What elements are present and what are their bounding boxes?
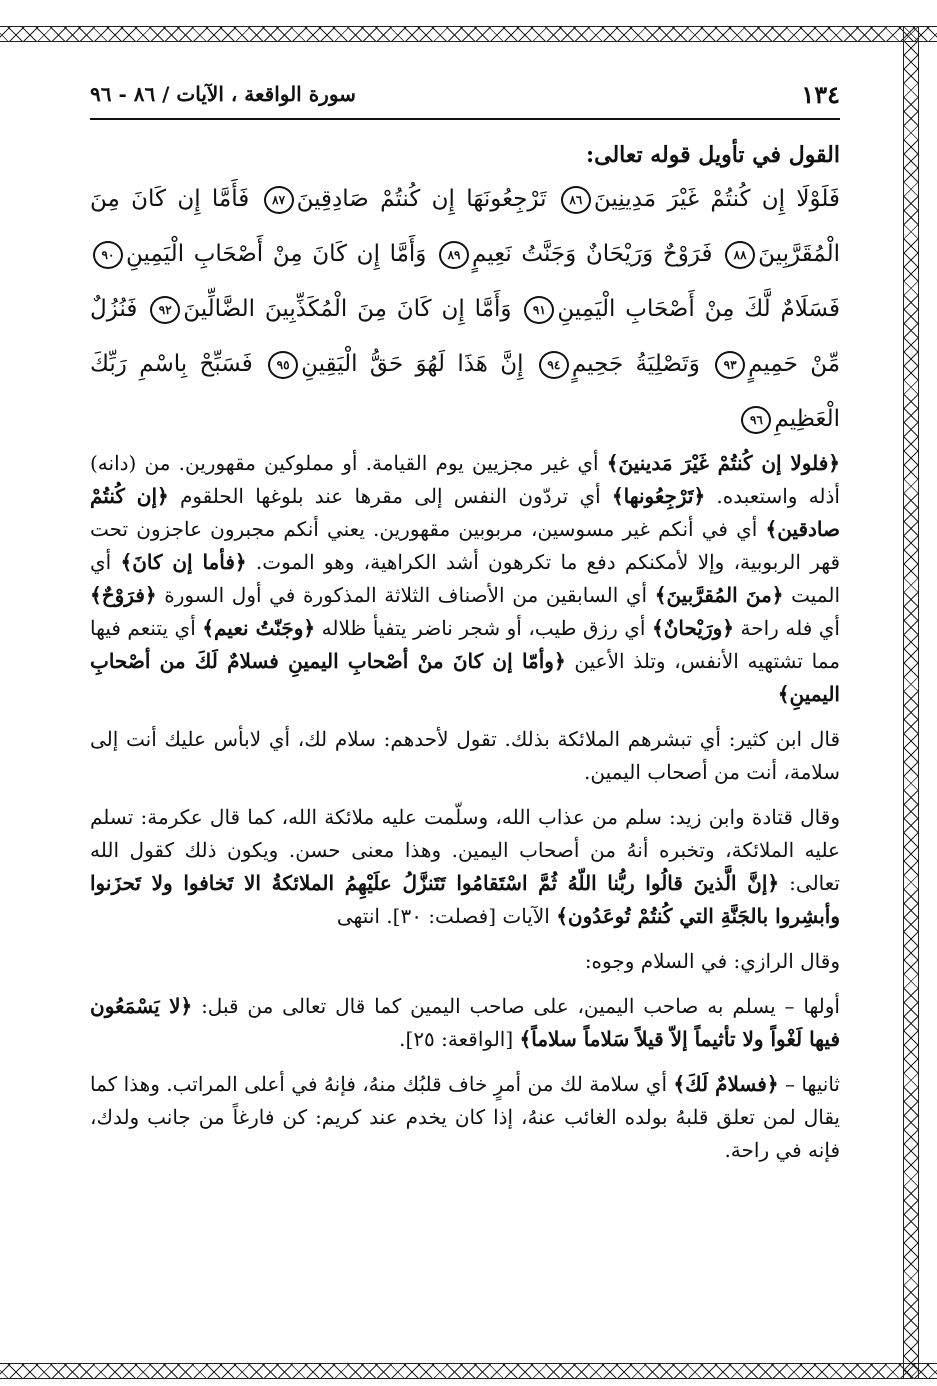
commentary-paragraph bbox=[90, 945, 840, 978]
commentary-span: وقال قتادة وابن زيد: سلم من عذاب الله، وسلّمت عليه ملائكة الله، كما قال عكرمة: تسلم عليه الملائكة، وتخبره أنهُ من أصحاب اليمين. وهذا معنى حسن. ويكون ذلك كقول الله تعالى: bbox=[90, 805, 840, 895]
commentary-span: [الواقعة: ٢٥]. bbox=[399, 1027, 520, 1051]
verse-text: فَسَلَامٌ لَّكَ مِنْ أَصْحَابِ الْيَمِينِ bbox=[557, 296, 841, 322]
page-number: ١٣٤ bbox=[801, 79, 840, 109]
book-page bbox=[90, 70, 840, 1360]
quran-quote: ﴿فلولا إن كُنتُمْ غَيْرَ مَدينينَ﴾ bbox=[606, 451, 840, 475]
verse-text: فَسَبِّحْ بِاسْمِ رَبِّكَ الْعَظِيمِ bbox=[90, 351, 840, 432]
quran-quote: ﴿وجَنّتُ نعيم﴾ bbox=[202, 616, 316, 640]
commentary-span: أي الميت bbox=[90, 550, 840, 607]
verse-number-marker: ٨٩ bbox=[439, 241, 469, 269]
commentary-span: أي تردّون النفس إلى مقرها عند بلوغها الحلقوم bbox=[168, 484, 612, 508]
section-heading: القول في تأويل قوله تعالى: bbox=[586, 142, 840, 168]
commentary-span: ثانيها – bbox=[778, 1072, 840, 1096]
quran-quote: ﴿ورَيْحانٌ﴾ bbox=[652, 616, 735, 640]
commentary-span: أي رزق طيب، أو شجر ناضر يتفيأ ظلاله bbox=[315, 616, 652, 640]
commentary-paragraph bbox=[90, 990, 840, 1056]
commentary-span: أي فله راحة bbox=[734, 616, 840, 640]
commentary-paragraph bbox=[90, 447, 840, 711]
quran-quote: ﴿لا يَسْمَعُون فيها لَغْواً ولا تأثيماً إلاّ قيلاً سَلاماً سلاماً﴾ bbox=[90, 994, 840, 1051]
verse-number-marker: ٩٥ bbox=[268, 351, 298, 379]
verse-number-marker: ٨٦ bbox=[561, 186, 591, 214]
commentary-paragraph bbox=[90, 1068, 840, 1167]
running-title: سورة الواقعة ، الآيات / ٨٦ - ٩٦ bbox=[90, 82, 356, 106]
commentary-span: أي السابقين من الأصناف الثلاثة المذكورة في أول السورة bbox=[156, 583, 655, 607]
quran-quote: ﴿وأمّا إن كانَ منْ أصْحابِ اليمينِ فسلامٌ لَكَ من أصْحابِ اليمينِ﴾ bbox=[90, 649, 840, 706]
quran-quote: ﴿تَرْجِعُونها﴾ bbox=[611, 484, 706, 508]
page-header bbox=[90, 70, 840, 120]
verse-number-marker: ٩٦ bbox=[741, 406, 771, 434]
commentary-span: أي غير مجزيين يوم القيامة. أو مملوكين مقهورين. من (دانه) أذله واستعبده. bbox=[90, 451, 840, 508]
commentary-text bbox=[90, 447, 840, 1167]
verse-text: تَرْجِعُونَهَا إِن كُنتُمْ صَادِقِينَ bbox=[296, 186, 547, 212]
verse-number-marker: ٩٠ bbox=[93, 241, 123, 269]
verse-number-marker: ٩١ bbox=[524, 296, 554, 324]
commentary-span: قال ابن كثير: أي تبشرهم الملائكة بذلك. تقول لأحدهم: سلام لك، أي لابأس عليك أنت إلى سلامة، أنت من أصحاب اليمين. bbox=[90, 727, 840, 784]
commentary-span: أي يتنعم فيها مما تشتهيه الأنفس، وتلذ الأعين bbox=[90, 616, 840, 673]
commentary-span: الآيات [فصلت: ٣٠]. انتهى bbox=[336, 904, 557, 928]
verse-number-marker: ٩٤ bbox=[539, 351, 569, 379]
verse-number-marker: ٩٣ bbox=[715, 351, 745, 379]
decorative-border-bottom bbox=[0, 1363, 937, 1379]
commentary-paragraph bbox=[90, 801, 840, 933]
quran-verses bbox=[90, 172, 840, 447]
quran-quote: ﴿منَ المُقرَّبينَ﴾ bbox=[654, 583, 784, 607]
quran-quote: ﴿فرَوْحٌ﴾ bbox=[90, 583, 157, 607]
commentary-span: أي سلامة لك من أمرٍ خاف قلبُك منهُ، فإنهُ في أعلى المراتب. وهذا كما يقال لمن تعلق قلبهُ بولده الغائب عنهُ، إذا كان يخدم عند كريم: كن فارغاً من جانب ولدك، فإنه في راحة. bbox=[90, 1072, 840, 1162]
verse-number-marker: ٨٨ bbox=[725, 241, 755, 269]
verse-text: إِنَّ هَذَا لَهُوَ حَقُّ الْيَقِينِ bbox=[301, 351, 524, 377]
quran-quote: ﴿إنَّ الَّذينَ قالُوا ربُّنا اللّهُ ثُمَّ اسْتَقامُوا تَتَنزَّلُ علَيْهِمُ الملائكةُ الا تَخافوا ولا تَحزَنوا وأبشِروا بالجَنَّةِ التي كُنتُمْ تُوعَدُون﴾ bbox=[90, 871, 840, 928]
commentary-span: أي في أنكم غير مسوسين، مربوبين مقهورين. يعني أنكم مجبرون عاجزون تحت قهر الربوبية، وإلا لأمكنكم دفع ما تكرهون أشد الكراهية، وهو الموت. bbox=[90, 517, 841, 574]
verse-text: وَأَمَّا إِن كَانَ مِنَ الْمُكَذِّبِينَ الضَّالِّينَ bbox=[183, 296, 512, 322]
quran-quote: ﴿فسلامٌ لَكَ﴾ bbox=[673, 1072, 779, 1096]
verse-text: فَرَوْحٌ وَرَيْحَانٌ وَجَنَّتُ نَعِيمٍ bbox=[472, 241, 713, 267]
decorative-border-top bbox=[0, 26, 937, 42]
quran-quote: ﴿إن كُنتُمْ صادقين﴾ bbox=[90, 484, 840, 541]
verse-text: فَنُزُلٌ مِّنْ حَمِيمٍ bbox=[90, 296, 841, 377]
commentary-span: وقال الرازي: في السلام وجوه: bbox=[584, 949, 840, 973]
verse-text: وَأَمَّا إِن كَانَ مِنْ أَصْحَابِ الْيَمِينِ bbox=[126, 241, 427, 267]
commentary-paragraph bbox=[90, 723, 840, 789]
commentary-span: أولها – يسلم به صاحب اليمين، على صاحب اليمين كما قال تعالى من قبل: bbox=[192, 994, 840, 1018]
decorative-border-right bbox=[903, 26, 919, 1378]
verse-text: وَتَصْلِيَةُ جَحِيمٍ bbox=[571, 351, 700, 377]
verse-text: فَأَمَّا إِن كَانَ مِنَ الْمُقَرَّبِينَ bbox=[90, 186, 840, 267]
verse-number-marker: ٩٢ bbox=[150, 296, 180, 324]
quran-quote: ﴿فأما إن كانَ﴾ bbox=[120, 550, 247, 574]
verse-number-marker: ٨٧ bbox=[264, 186, 294, 214]
verse-text: فَلَوْلَا إِن كُنتُمْ غَيْرَ مَدِينِينَ bbox=[593, 186, 841, 212]
